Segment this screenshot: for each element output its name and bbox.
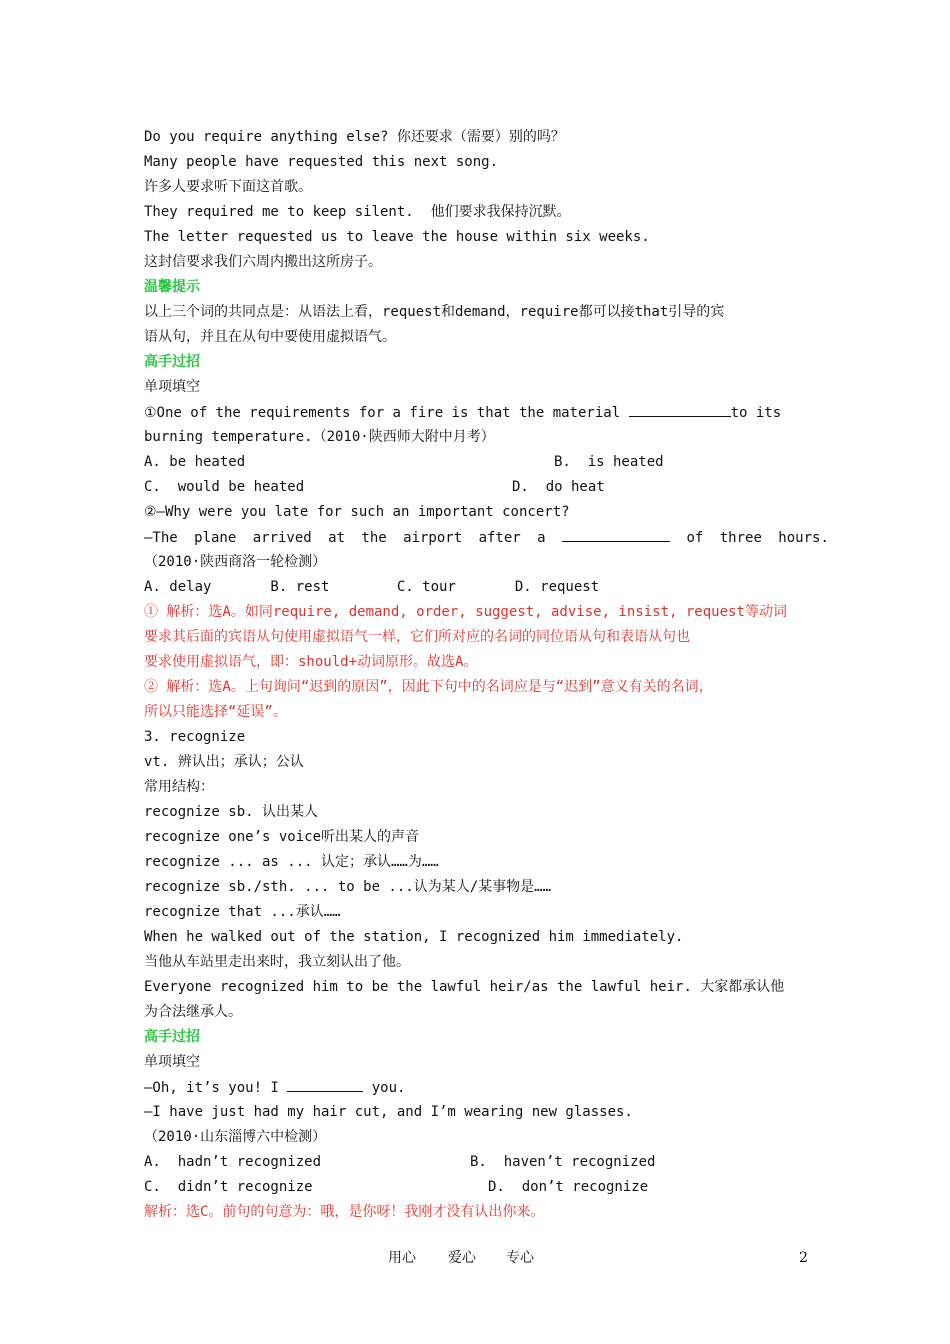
structure-item: recognize sb. 认出某人 — [144, 804, 319, 820]
answer-blank — [629, 402, 731, 417]
question-2-options: A. delay B. rest C. tour D. request — [144, 579, 600, 595]
example-translation: 为合法继承人。 — [144, 1004, 242, 1020]
exercise-type: 单项填空 — [144, 379, 200, 395]
answer-blank — [562, 527, 670, 542]
structure-item: recognize sb./sth. ... to be ...认为某人/某事物是…… — [144, 879, 552, 895]
question-1-stem: ①One of the requirements for a fire is that the material to its — [144, 402, 814, 423]
example-translation: 当他从车站里走出来时，我立刻认出了他。 — [144, 954, 410, 970]
option-d: D. don’t recognize — [488, 1179, 649, 1195]
question-3-source: （2010·山东淄博六中检测） — [144, 1129, 327, 1145]
example-translation: 这封信要求我们六周内搬出这所房子。 — [144, 254, 382, 270]
footer-motto: 专心 — [506, 1250, 534, 1266]
word-title: 3. recognize — [144, 729, 246, 745]
tip-text: 以上三个词的共同点是：从语法上看，request和demand，require都可以接that引导的宾 — [144, 304, 725, 320]
example-line: Many people have requested this next song. — [144, 154, 499, 170]
structure-heading: 常用结构： — [144, 779, 214, 795]
option-a: A. hadn’t recognized — [144, 1154, 322, 1170]
option-b: B. is heated — [554, 454, 664, 470]
answer-explanation: 所以只能选择“延误”。 — [144, 704, 287, 720]
answer-explanation: ① 解析：选A。如同require, demand, order, suggest, advise, insist, request等动词 — [144, 604, 787, 620]
example-translation: 许多人要求听下面这首歌。 — [144, 179, 312, 195]
option-c: C. would be heated — [144, 479, 305, 495]
section-heading: 高手过招 — [144, 1029, 200, 1045]
question-2-source: （2010·陕西商洛一轮检测） — [144, 554, 327, 570]
exercise-type: 单项填空 — [144, 1054, 200, 1070]
example-line: Do you require anything else? 你还要求（需要）别的吗？ — [144, 129, 565, 145]
answer-explanation: 解析：选C。前句的句意为：哦，是你呀！我刚才没有认出你来。 — [144, 1204, 545, 1220]
question-3-stem: —Oh, it’s you! I you. — [144, 1077, 814, 1098]
footer-motto: 爱心 — [448, 1250, 476, 1266]
structure-item: recognize ... as ... 认定；承认……为…… — [144, 854, 439, 870]
option-c: C. didn’t recognize — [144, 1179, 313, 1195]
answer-explanation: ② 解析：选A。上句询问“迟到的原因”，因此下句中的名词应是与“迟到”意义有关的名词， — [144, 679, 713, 695]
answer-explanation: 要求其后面的宾语从句使用虚拟语气一样，它们所对应的名词的同位语从句和表语从句也 — [144, 629, 690, 645]
example-line: Everyone recognized him to be the lawful heir/as the lawful heir. 大家都承认他 — [144, 979, 785, 995]
question-2-stem: —The plane arrived at the airport after a of three hours. — [144, 527, 814, 548]
question-2-stem: ②—Why were you late for such an important concert? — [144, 504, 570, 520]
word-definition: vt. 辨认出；承认；公认 — [144, 754, 304, 770]
section-heading: 高手过招 — [144, 354, 200, 370]
question-3-stem: —I have just had my hair cut, and I’m wearing new glasses. — [144, 1104, 633, 1120]
question-1-stem: burning temperature.（2010·陕西师大附中月考） — [144, 429, 495, 445]
option-b: B. haven’t recognized — [470, 1154, 656, 1170]
option-a: A. be heated — [144, 454, 246, 470]
answer-explanation: 要求使用虚拟语气，即：should+动词原形。故选A。 — [144, 654, 478, 670]
page-number: 2 — [799, 1250, 808, 1266]
structure-item: recognize that ...承认…… — [144, 904, 341, 920]
example-line: When he walked out of the station, I recognized him immediately. — [144, 929, 684, 945]
option-d: D. do heat — [512, 479, 605, 495]
tip-heading: 温馨提示 — [144, 279, 200, 295]
example-line: The letter requested us to leave the house within six weeks. — [144, 229, 650, 245]
structure-item: recognize one’s voice听出某人的声音 — [144, 829, 420, 845]
example-line: They required me to keep silent. 他们要求我保持沉默。 — [144, 204, 571, 220]
footer-motto: 用心 — [388, 1250, 416, 1266]
answer-blank — [287, 1077, 363, 1092]
tip-text: 语从句，并且在从句中要使用虚拟语气。 — [144, 329, 396, 345]
